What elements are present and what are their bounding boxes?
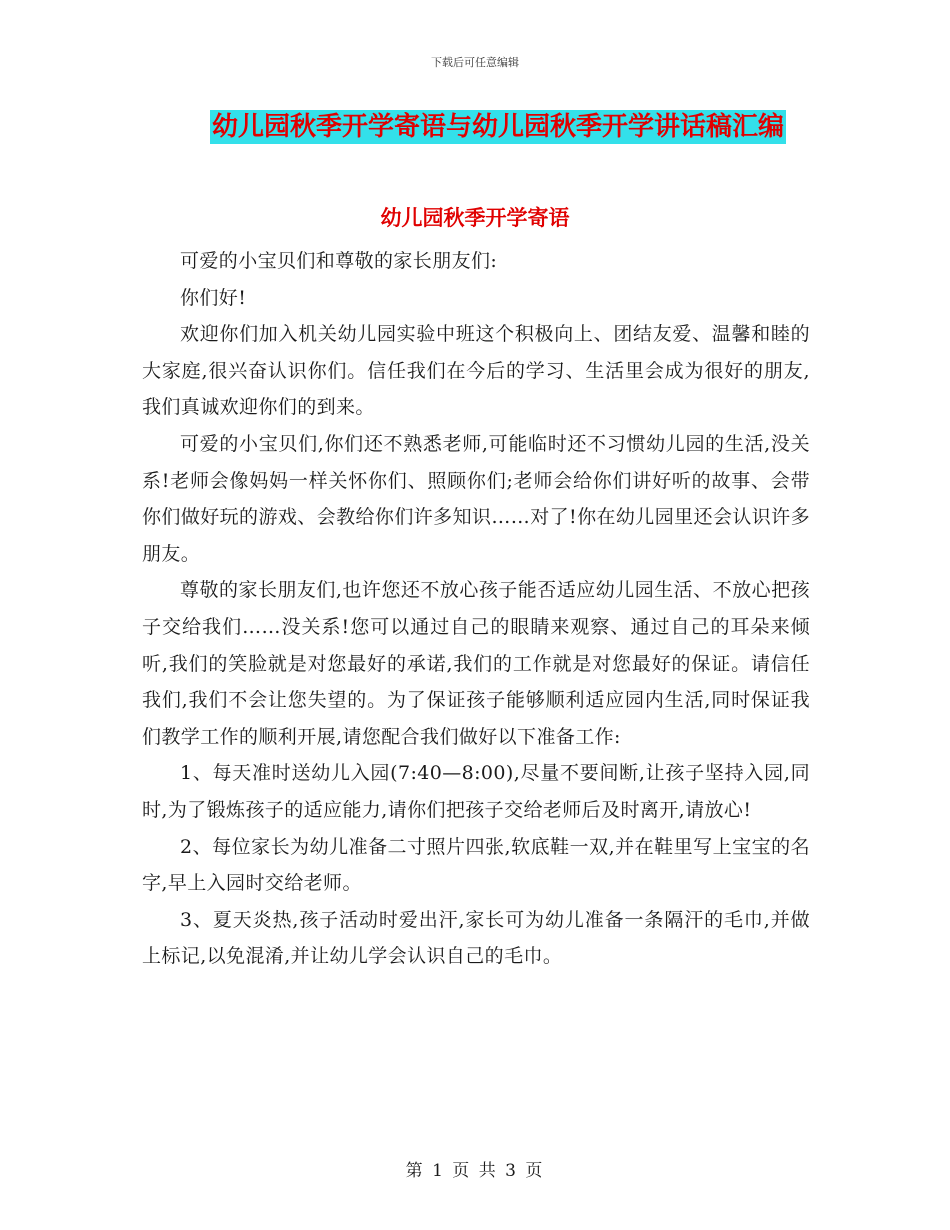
paragraph-item-2: 2、每位家长为幼儿准备二寸照片四张,软底鞋一双,并在鞋里写上宝宝的名字,早上入园时交给老师。	[142, 835, 810, 895]
paragraph-item-1: 1、每天准时送幼儿入园(7:40—8:00),尽量不要间断,让孩子坚持入园,同时,为了锻炼孩子的适应能力,请你们把孩子交给老师后及时离开,请放心!	[142, 762, 810, 821]
paragraph-to-children: 可爱的小宝贝们,你们还不熟悉老师,可能临时还不习惯幼儿园的生活,没关系!老师会像妈妈一样关怀你们、照顾你们;老师会给你们讲好听的故事、会带你们做好玩的游戏、会教给你们许多知识……对了!你在幼儿园里还会认识许多朋友。	[142, 432, 810, 565]
section-title: 幼儿园秋季开学寄语	[380, 206, 570, 230]
page-number: 第 1 页 共 3 页	[405, 1161, 545, 1181]
paragraph-greeting-recipients: 可爱的小宝贝们和尊敬的家长朋友们:	[180, 250, 498, 272]
paragraph-to-parents: 尊敬的家长朋友们,也许您还不放心孩子能否适应幼儿园生活、不放心把孩子交给我们……没关系!您可以通过自己的眼睛来观察、通过自己的耳朵来倾听,我们的笑脸就是对您最好的承诺,我们的工作就是对您最好的保证。请信任我们,我们不会让您失望的。为了保证孩子能够顺利适应园内生活,同时保证我们教学工作的顺利开展,请您配合我们做好以下准备工作:	[142, 579, 810, 748]
main-title-container	[0, 110, 950, 144]
paragraph-item-3: 3、夏天炎热,孩子活动时爱出汗,家长可为幼儿准备一条隔汗的毛巾,并做上标记,以免混淆,并让幼儿学会认识自己的毛巾。	[142, 908, 810, 968]
page-header-note: 下载后可任意编辑	[431, 56, 519, 69]
paragraph-greeting: 你们好!	[180, 286, 247, 309]
paragraph-welcome: 欢迎你们加入机关幼儿园实验中班这个积极向上、团结友爱、温馨和睦的大家庭,很兴奋认识你们。信任我们在今后的学习、生活里会成为很好的朋友,我们真诚欢迎你们的到来。	[142, 323, 810, 419]
document-main-title: 幼儿园秋季开学寄语与幼儿园秋季开学讲话稿汇编	[211, 112, 784, 142]
document-body	[142, 243, 810, 975]
